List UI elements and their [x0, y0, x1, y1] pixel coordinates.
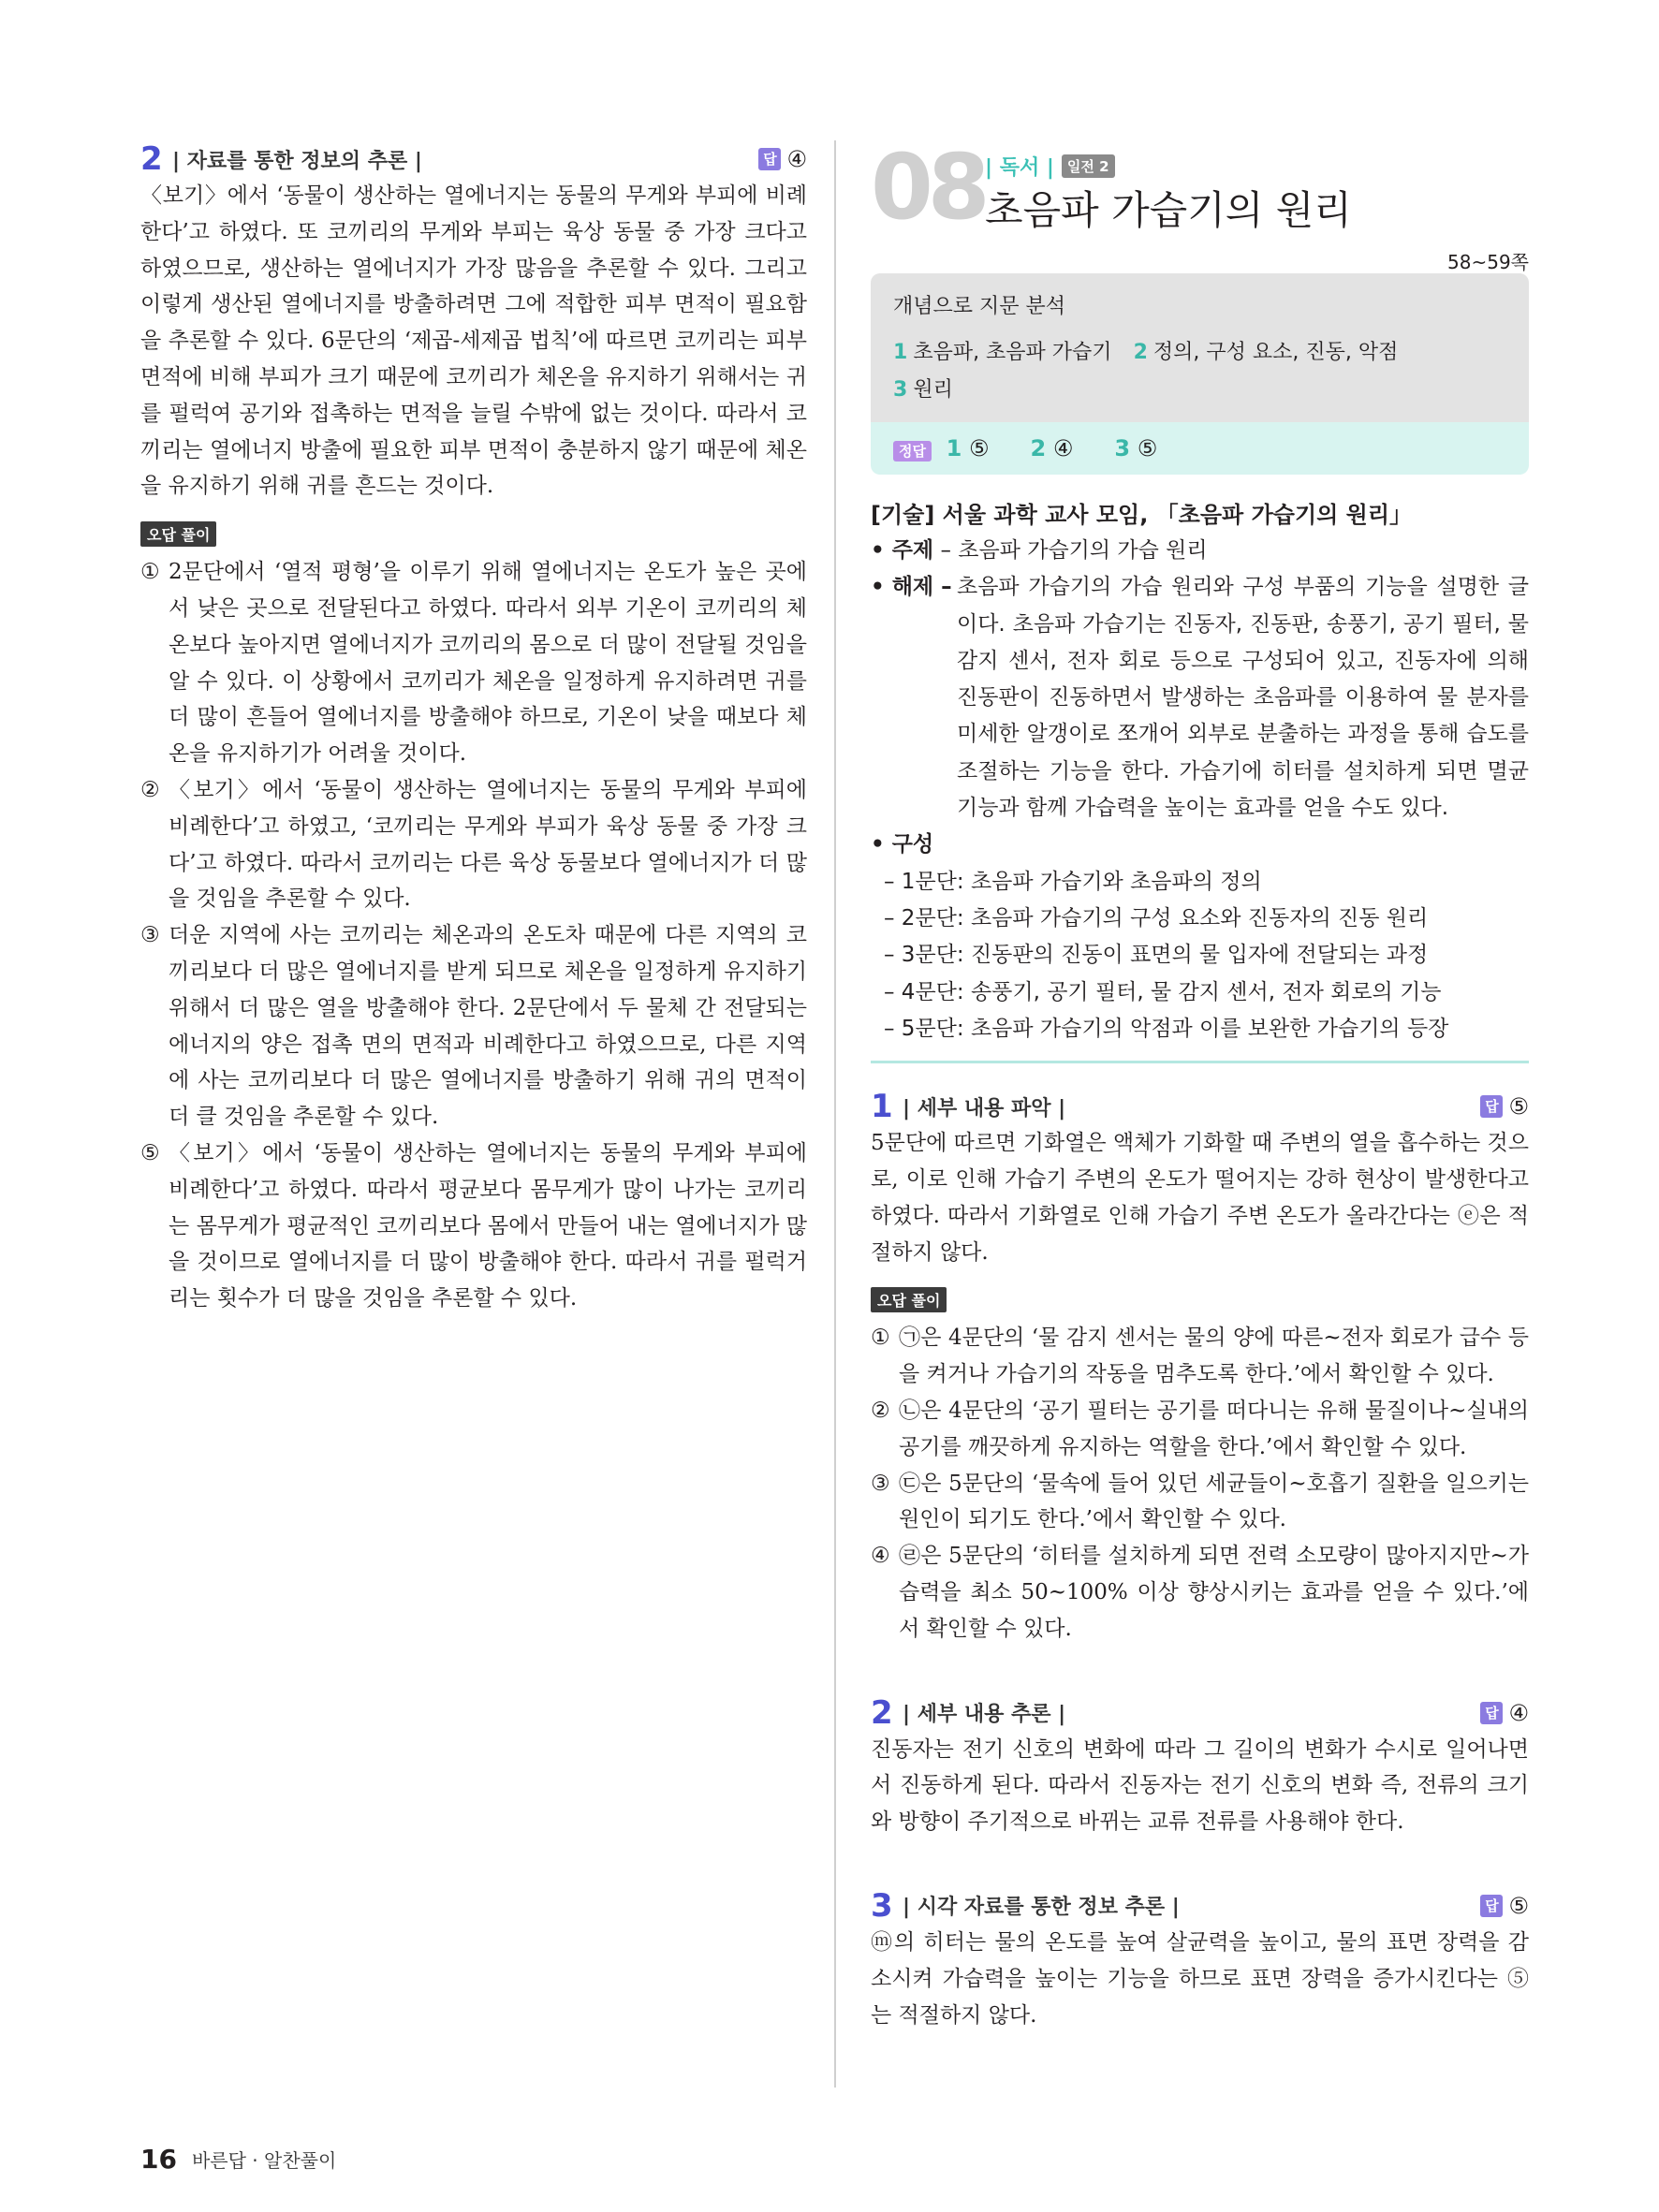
source-title: [기술] 서울 과학 교사 모임, 「초음파 가습기의 원리」: [871, 502, 1413, 528]
answer-number: 2: [1030, 435, 1047, 461]
list-item: [871, 1320, 1529, 1393]
item-marker: ①: [871, 1326, 890, 1351]
item-marker: ④: [871, 1544, 890, 1569]
list-item: – 3문단: 진동판의 진동이 표면의 물 입자에 전달되는 과정: [884, 943, 1429, 968]
item-text: 2문단에서 ‘열적 평형’을 이루기 위해 열에너지는 온도가 높은 곳에서 낮은 곳으로 전달된다고 하였다. 따라서 외부 기온이 코끼리의 체온보다 높아지면 열에너지가 코끼리의 몸으로 더 많이 전달될 것임을 알 수 있다. 이 상황에서 코끼리가 체온을 일정하게 유지하려면 귀를 더 많이 흔들어 열에너지를 방출해야 하므로, 기온이 낮을 때보다 체온을 유지하기가 어려울 것이다.: [169, 560, 807, 767]
page-number: 16: [140, 2144, 177, 2175]
answer-number: 3: [1114, 435, 1131, 461]
analysis-text: 초음파, 초음파 가습기: [913, 341, 1112, 364]
structure-list: [871, 864, 1529, 1047]
answer-value: ④: [1052, 435, 1074, 461]
structure-label: • 구성: [871, 832, 934, 857]
answer-box: [871, 422, 1529, 475]
answer-icon: 답: [1480, 1895, 1503, 1917]
structure-label-line: [871, 827, 1529, 863]
item-text: 〈보기〉에서 ‘동물이 생산하는 열에너지는 동물의 무게와 부피에 비례한다’고 하였고, ‘코끼리는 무게와 부피가 육상 동물 중 가장 크다’고 하였다. 따라서 코끼리는 다른 육상 동물보다 열에너지가 더 많을 것임을 추론할 수 있다.: [169, 777, 807, 912]
answer-value: ⑤: [1508, 1093, 1529, 1121]
item-marker: ⑤: [140, 1140, 160, 1165]
list-item: – 5문단: 초음파 가습기의 악점과 이를 보완한 가습기의 등장: [884, 1016, 1449, 1041]
answer-indicator: [1480, 1893, 1529, 1919]
item-text: ㉠은 4문단의 ‘물 감지 센서는 물의 양에 따른~전자 회로가 급수 등을 켜거나 가습기의 작동을 멈추도록 한다.’에서 확인할 수 있다.: [899, 1326, 1529, 1387]
item-marker: ②: [871, 1398, 890, 1423]
answer-indicator: [758, 146, 807, 172]
page-range: 58~59쪽: [1447, 251, 1529, 273]
question-number: 3: [871, 1886, 893, 1925]
topic-text: – 초음파 가습기의 가습 원리: [940, 538, 1208, 563]
summary-text: 초음파 가습기의 가습 원리와 구성 부품의 기능을 설명한 글이다. 초음파 가습기는 진동자, 진동판, 송풍기, 공기 필터, 물 감지 센서, 전자 회로 등으로 구성되어 있고, 진동자에 의해 진동판이 진동하면서 발생하는 초음파를 이용하여 물 분자를 미세한 알갱이로 쪼개어 외부로 분출하는 과정을 통해 습도를 조절하는 기능을 한다. 가습기에 히터를 설치하게 되면 멸균 기능과 함께 가습력을 높이는 효과를 얻을 수도 있다.: [957, 575, 1529, 821]
item-text: ㉢은 5문단의 ‘물속에 들어 있던 세균들이~호흡기 질환을 일으키는 원인이 되기도 한다.’에서 확인할 수 있다.: [899, 1471, 1529, 1532]
item-marker: ③: [871, 1471, 890, 1496]
item-text: 더운 지역에 사는 코끼리는 체온과의 온도차 때문에 다른 지역의 코끼리보다 더 많은 열에너지를 받게 되므로 체온을 일정하게 유지하기 위해서 더 많은 열을 방출해야 한다. 2문단에서 두 물체 간 전달되는 에너지의 양은 접촉 면의 면적과 비례한다고 하였으므로, 다른 지역에 사는 코끼리보다 더 많은 열에너지를 방출하기 위해 귀의 면적이 더 클 것임을 추론할 수 있다.: [169, 923, 807, 1130]
analysis-number: 2: [1133, 341, 1148, 364]
list-item: [140, 772, 807, 917]
answer-value: ⑤: [1508, 1892, 1529, 1919]
topic-line: [871, 533, 1529, 569]
wrong-answer-list: [140, 554, 807, 1317]
answer-label: 정답: [893, 441, 932, 461]
question-header: [871, 1887, 1529, 1925]
question-type: | 세부 내용 파악 |: [903, 1096, 1066, 1121]
summary-block: [871, 569, 1529, 827]
summary-label: • 해제 –: [871, 575, 952, 600]
question-type: | 세부 내용 추론 |: [903, 1703, 1066, 1727]
left-column: [140, 140, 807, 1317]
section-number: 08: [871, 135, 985, 240]
item-marker: ②: [140, 777, 160, 802]
answer-icon: 답: [1480, 1702, 1503, 1724]
section-header: [871, 135, 1529, 243]
question-header: [871, 1088, 1529, 1125]
analysis-text: 정의, 구성 요소, 진동, 악점: [1152, 341, 1399, 364]
category-label: | 독서 |: [985, 156, 1054, 180]
question-number: 1: [871, 1088, 893, 1126]
answer-number: 1: [946, 435, 962, 461]
item-marker: ③: [140, 923, 160, 948]
column-divider: [834, 140, 836, 2087]
list-item: – 1문단: 초음파 가습기와 초음파의 정의: [884, 869, 1262, 894]
wrong-answer-label: 오답 풀이: [140, 521, 216, 547]
right-column: [871, 135, 1529, 2033]
book-title: 바른답 · 알찬풀이: [191, 2149, 337, 2172]
list-item: – 2문단: 초음파 가습기의 구성 요소와 진동자의 진동 원리: [884, 905, 1429, 930]
answer-icon: 답: [1480, 1095, 1503, 1118]
analysis-number: 1: [893, 341, 908, 364]
explanation-paragraph: 〈보기〉에서 ‘동물이 생산하는 열에너지는 동물의 무게와 부피에 비례한다’고 하였다. 또 코끼리의 무게와 부피는 육상 동물 중 가장 크다고 하였으므로, 생산하는 열에너지가 가장 많음을 추론할 수 있다. 그리고 이렇게 생산된 열에너지를 방출하려면 그에 적합한 피부 면적이 필요함을 추론할 수 있다. 6문단의 ‘제곱-세제곱 법칙’에 따르면 코끼리는 피부 면적에 비해 부피가 크기 때문에 코끼리가 체온을 유지하기 위해서는 귀를 펄럭여 공기와 접촉하는 면적을 늘릴 수밖에 없는 것이다. 따라서 코끼리는 열에너지 방출에 필요한 피부 면적이 충분하지 않기 때문에 체온을 유지하기 위해 귀를 흔드는 것이다.: [140, 183, 807, 499]
section-divider: [871, 1047, 1529, 1063]
question-header: [140, 140, 807, 178]
question-header: [871, 1694, 1529, 1732]
item-text: 〈보기〉에서 ‘동물이 생산하는 열에너지는 동물의 무게와 부피에 비례한다’고 하였다. 따라서 평균보다 몸무게가 많이 나가는 코끼리는 몸무게가 평균적인 코끼리보다 몸에서 만들어 내는 열에너지가 많을 것이므로 열에너지를 더 많이 방출해야 한다. 따라서 귀를 펄럭거리는 횟수가 더 많을 것임을 추론할 수 있다.: [169, 1140, 807, 1311]
category-row: [985, 152, 1115, 181]
analysis-text: 원리: [913, 378, 953, 402]
analysis-line: [893, 372, 1506, 409]
question-type: | 자료를 통한 정보의 추론 |: [172, 149, 422, 173]
wrong-answer-label: 오답 풀이: [871, 1287, 947, 1312]
answer-icon: 답: [758, 148, 781, 170]
explanation-paragraph: 5문단에 따르면 기화열은 액체가 기화할 때 주변의 열을 흡수하는 것으로, 이로 인해 가습기 주변의 온도가 떨어지는 강하 현상이 발생한다고 하였다. 따라서 기화열로 인해 가습기 주변 온도가 올라간다는 ⓔ은 적절하지 않다.: [871, 1131, 1529, 1265]
analysis-line: [893, 334, 1506, 372]
list-item: [871, 1538, 1529, 1647]
analysis-number: 3: [893, 378, 908, 402]
category-badge: 일전 2: [1062, 154, 1115, 178]
answer-indicator: [1480, 1093, 1529, 1120]
answer-value: ④: [1508, 1699, 1529, 1726]
answer-value: ⑤: [968, 435, 990, 461]
wrong-answer-list: [871, 1320, 1529, 1647]
question-number: 2: [871, 1693, 893, 1732]
list-item: [140, 554, 807, 772]
explanation-paragraph: ⓜ의 히터는 물의 온도를 높여 살균력을 높이고, 물의 표면 장력을 감소시켜 가습력을 높이는 기능을 하므로 표면 장력을 증가시킨다는 ⑤는 적절하지 않다.: [871, 1929, 1529, 2028]
list-item: [140, 917, 807, 1135]
item-marker: ①: [140, 560, 160, 585]
list-item: [871, 1393, 1529, 1466]
analysis-box: [871, 273, 1529, 422]
answer-value: ⑤: [1137, 435, 1158, 461]
answer-indicator: [1480, 1700, 1529, 1726]
list-item: – 4문단: 송풍기, 공기 필터, 물 감지 센서, 전자 회로의 기능: [884, 979, 1442, 1004]
page-footer: [140, 2144, 336, 2175]
topic-label: • 주제: [871, 538, 934, 563]
section-title: 초음파 가습기의 원리: [985, 187, 1352, 233]
list-item: [140, 1135, 807, 1317]
answer-value: ④: [786, 146, 807, 172]
analysis-title: 개념으로 지문 분석: [893, 295, 1066, 318]
item-text: ㉡은 4문단의 ‘공기 필터는 공기를 떠다니는 유해 물질이나~실내의 공기를 깨끗하게 유지하는 역할을 한다.’에서 확인할 수 있다.: [899, 1398, 1529, 1459]
item-text: ㉣은 5문단의 ‘히터를 설치하게 되면 전력 소모량이 많아지지만~가습력을 최소 50~100% 이상 향상시키는 효과를 얻을 수 있다.’에서 확인할 수 있다.: [899, 1544, 1529, 1641]
list-item: [871, 1466, 1529, 1539]
question-number: 2: [140, 140, 163, 178]
question-type: | 시각 자료를 통한 정보 추론 |: [903, 1896, 1180, 1920]
explanation-paragraph: 진동자는 전기 신호의 변화에 따라 그 길이의 변화가 수시로 일어나면서 진동하게 된다. 따라서 진동자는 전기 신호의 변화 즉, 전류의 크기와 방향이 주기적으로 바뀌는 교류 전류를 사용해야 한다.: [871, 1736, 1529, 1835]
